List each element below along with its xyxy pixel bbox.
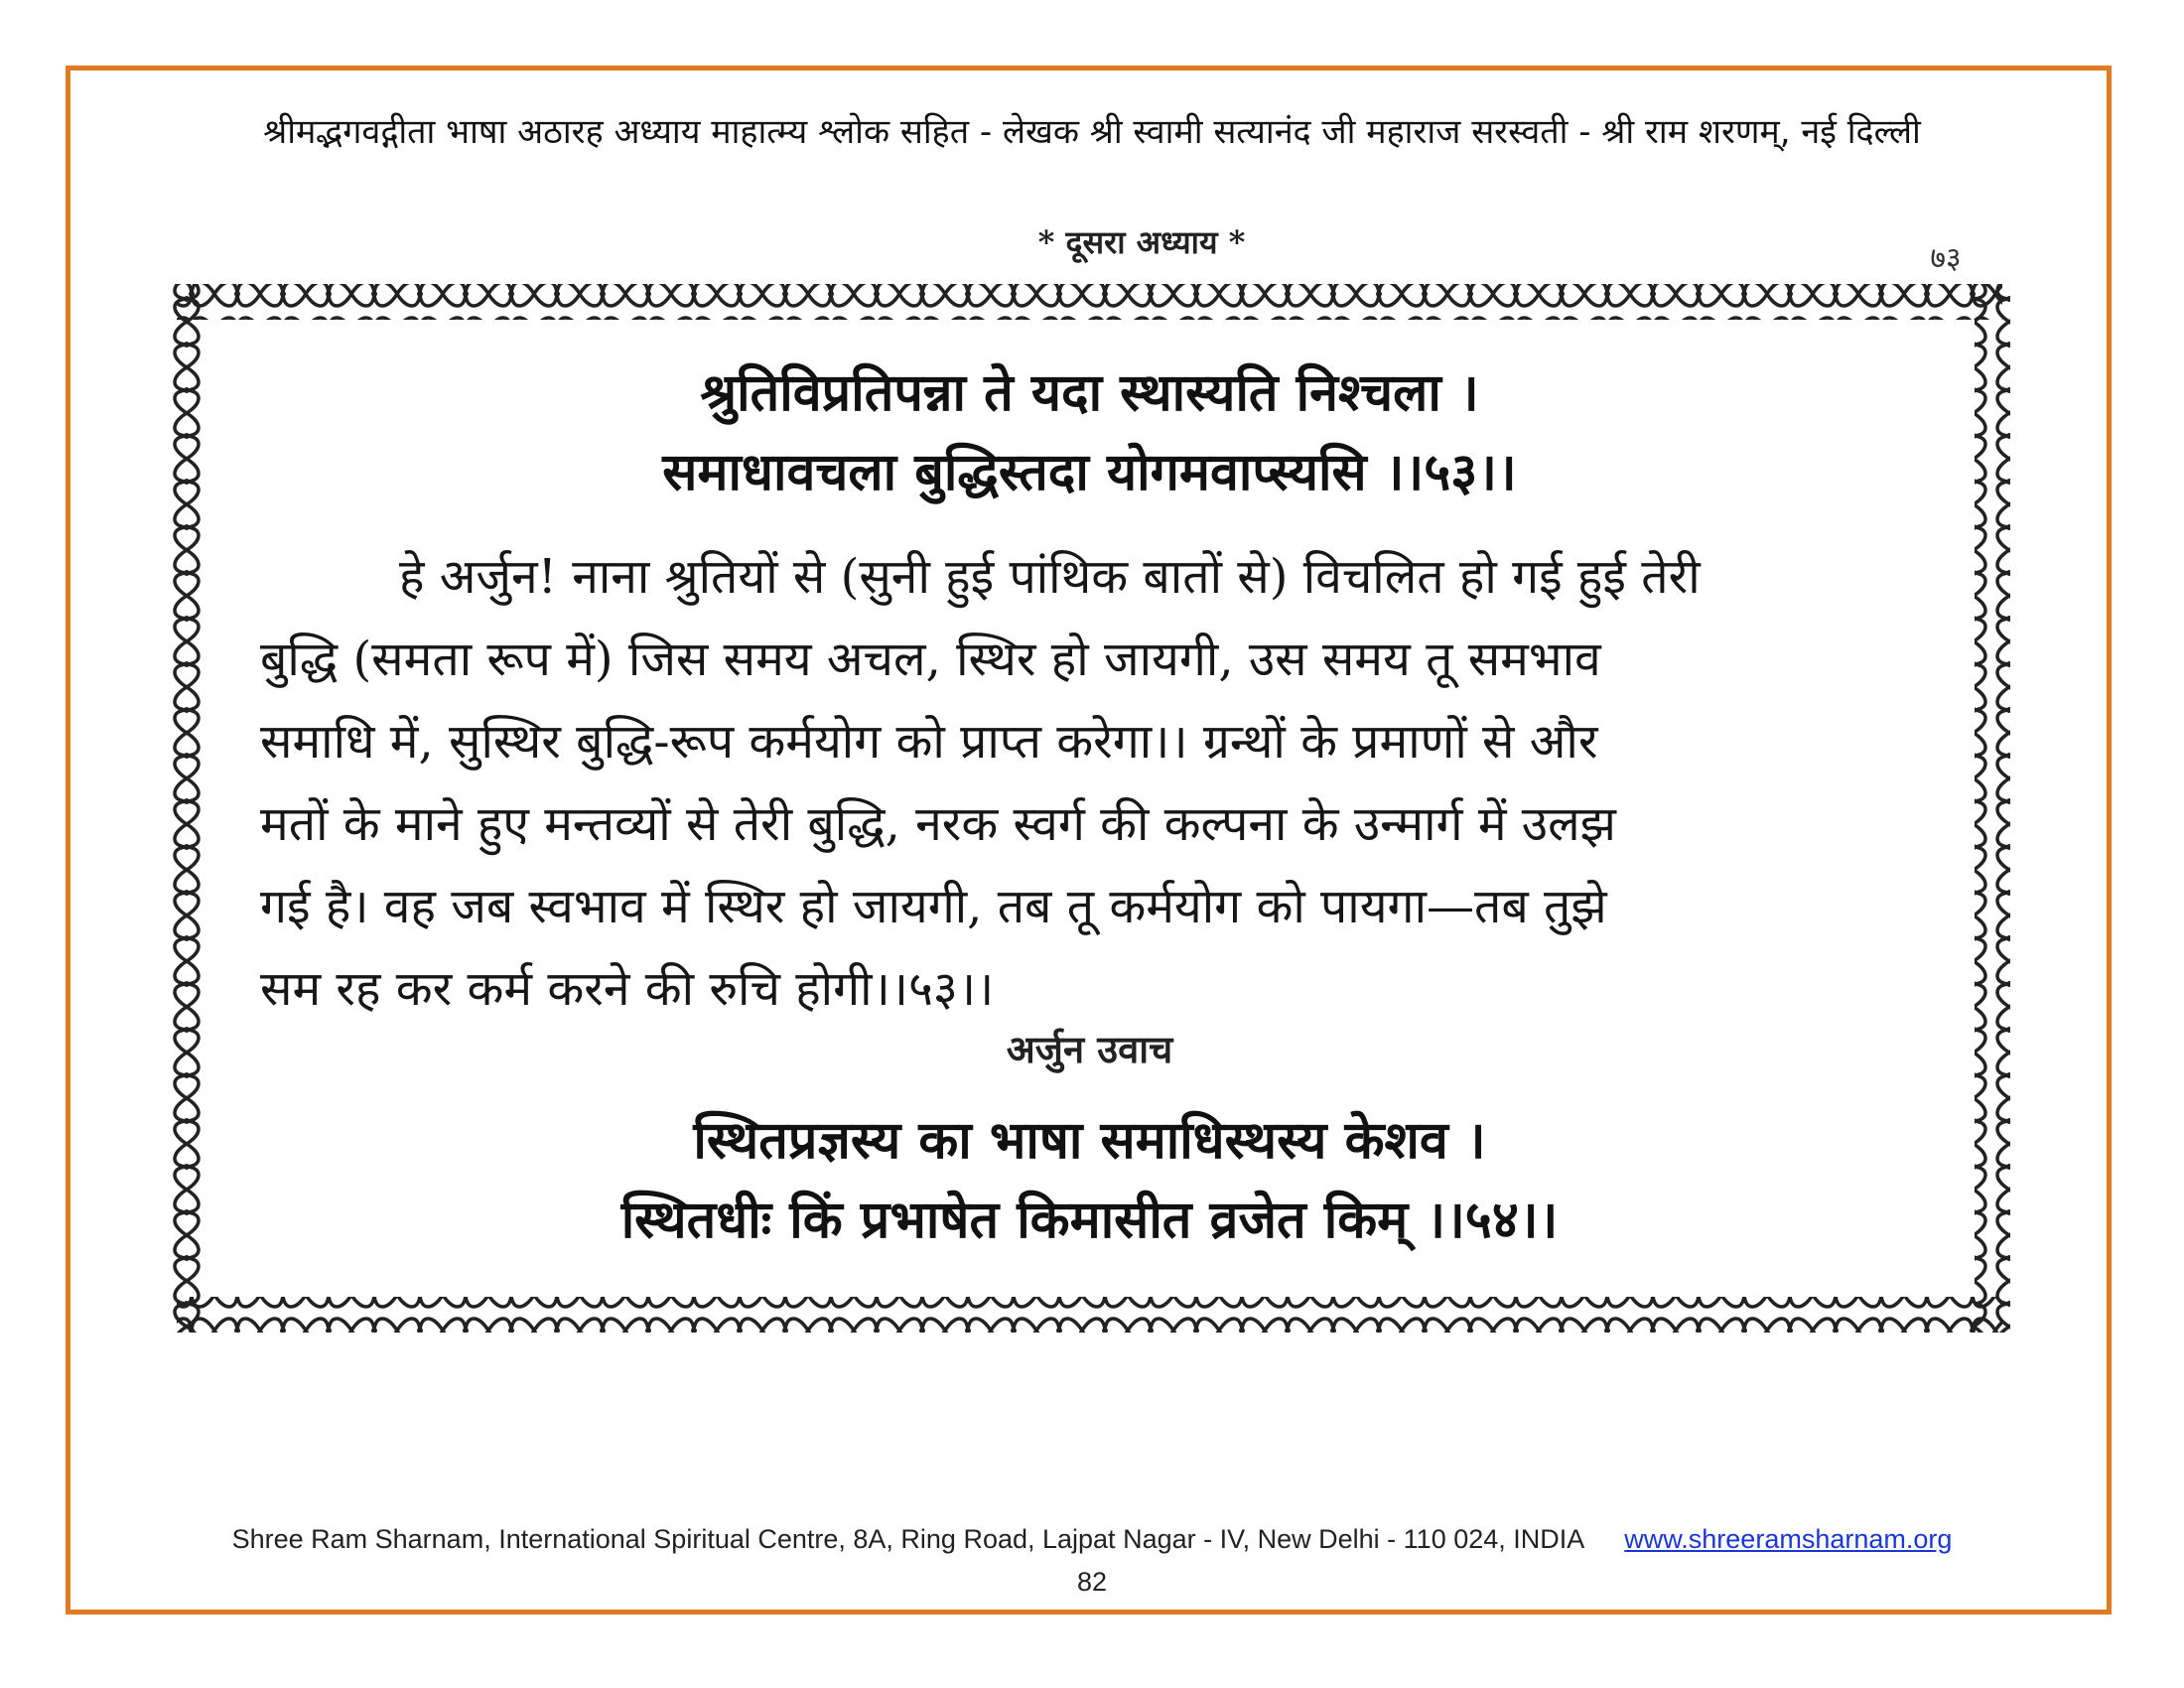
commentary-line: मतों के माने हुए मन्तव्यों से तेरी बुद्धि, नरक स्वर्ग की कल्पना के उन्मार्ग में उलझ	[260, 796, 1616, 852]
shloka-54-line-2: स्थितधीः किं प्रभाषेत किमासीत व्रजेत किम् ।।५४।।	[620, 1190, 1559, 1250]
shloka-54-line-1: स्थितप्रज्ञस्य का भाषा समाधिस्थस्य केशव ।	[693, 1110, 1486, 1171]
scan-page-number: ७३	[1930, 241, 1962, 276]
commentary-line: समाधि में, सुस्थिर बुद्धि-रूप कर्मयोग को प्राप्त करेगा।। ग्रन्थों के प्रमाणों से और	[260, 714, 1598, 770]
shloka-53-line-1: श्रुतिविप्रतिपन्ना ते यदा स्थास्यति निश्चला ।	[700, 362, 1479, 423]
footer-address: Shree Ram Sharnam, International Spiritual Centre, 8A, Ring Road, Lajpat Nagar - IV, New Delhi - 110 024, INDIA	[231, 1524, 1585, 1554]
speaker-heading: अर्जुन उवाच	[1006, 1027, 1173, 1071]
commentary-line: हे अर्जुन! नाना श्रुतियों से (सुनी हुई पांथिक बातों से) विचलित हो गई हुई तेरी	[399, 549, 1701, 605]
commentary-line: गई है। वह जब स्वभाव में स्थिर हो जायगी, तब तू कर्मयोग को पायगा—तब तुझे	[260, 879, 1607, 934]
page-header-title: श्रीमद्भगवद्गीता भाषा अठारह अध्याय माहात्म्य श्लोक सहित - लेखक श्री स्वामी सत्यानंद जी महाराज सरस्वती - श्री राम शरणम्, नई दिल्ली	[263, 112, 1921, 152]
footer-website-link[interactable]: www.shreeramsharnam.org	[1624, 1524, 1953, 1554]
commentary-line: सम रह कर कर्म करने की रुचि होगी।।५३।।	[260, 961, 995, 1017]
footer-page-number: 82	[1076, 1567, 1108, 1597]
footer-address-line	[119, 1524, 2065, 1555]
commentary-paragraph	[260, 536, 1928, 1031]
shloka-53-line-2: समाधावचला बुद्धिस्तदा योगमवाप्स्यसि ।।५३।।	[662, 442, 1517, 502]
commentary-line: बुद्धि (समता रूप में) जिस समय अचल, स्थिर हो जायगी, उस समय तू समभाव	[260, 632, 1601, 687]
chapter-heading: * दूसरा अध्याय *	[1037, 223, 1246, 261]
decorative-border-box	[169, 276, 2010, 1340]
